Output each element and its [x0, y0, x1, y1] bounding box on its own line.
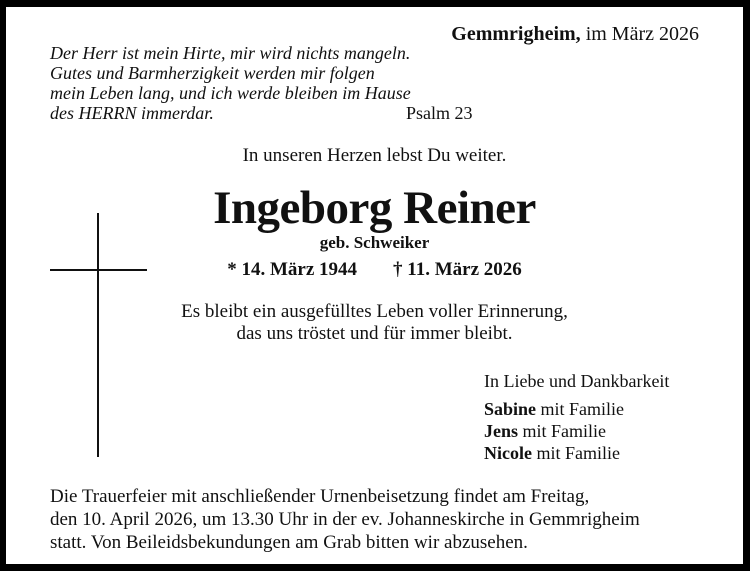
birth-date: * 14. März 1944	[227, 259, 358, 280]
mourner	[484, 442, 624, 464]
funeral-info	[50, 485, 640, 554]
memorial-quote	[6, 301, 743, 345]
mourner-name: Nicole	[484, 443, 532, 463]
funeral-line: Die Trauerfeier mit anschließender Urnenbeisetzung findet am Freitag,	[50, 486, 590, 507]
mourner-suffix: mit Familie	[518, 421, 607, 441]
birth-name: geb. Schweiker	[319, 233, 430, 252]
psalm-source: Psalm 23	[406, 103, 473, 123]
date: im März 2026	[585, 23, 699, 45]
mourner	[484, 398, 624, 420]
mourner	[484, 420, 624, 442]
psalm-line: Gutes und Barmherzigkeit werden mir folgen	[50, 63, 375, 83]
place: Gemmrigheim,	[451, 23, 581, 45]
psalm-line: Der Herr ist mein Hirte, mir wird nichts mangeln.	[50, 43, 411, 63]
psalm-line: des HERRN immerdar.	[50, 103, 214, 123]
place-date	[451, 23, 699, 46]
mourner-name: Jens	[484, 421, 519, 441]
quote-line: Es bleibt ein ausgefülltes Leben voller Erinnerung,	[181, 301, 568, 322]
intro-text: In unseren Herzen lebst Du weiter.	[242, 145, 507, 166]
mourner-name: Sabine	[484, 399, 537, 419]
mourners-list	[484, 398, 624, 464]
quote-line: das uns tröstet und für immer bleibt.	[236, 323, 513, 344]
obituary-notice	[6, 7, 743, 564]
psalm-quote	[50, 43, 473, 123]
funeral-line: statt. Von Beileidsbekundungen am Grab bitten wir abzusehen.	[50, 532, 528, 553]
mourner-suffix: mit Familie	[536, 399, 625, 419]
psalm-line: mein Leben lang, und ich werde bleiben im Hause	[50, 83, 411, 103]
mourner-suffix: mit Familie	[531, 443, 620, 463]
funeral-line: den 10. April 2026, um 13.30 Uhr in der ev. Johanneskirche in Gemmrigheim	[50, 509, 640, 530]
cross-icon-bar	[50, 269, 147, 271]
death-date: † 11. März 2026	[393, 259, 522, 280]
signature-intro: In Liebe und Dankbarkeit	[484, 371, 670, 391]
deceased-name: Ingeborg Reiner	[213, 182, 536, 234]
